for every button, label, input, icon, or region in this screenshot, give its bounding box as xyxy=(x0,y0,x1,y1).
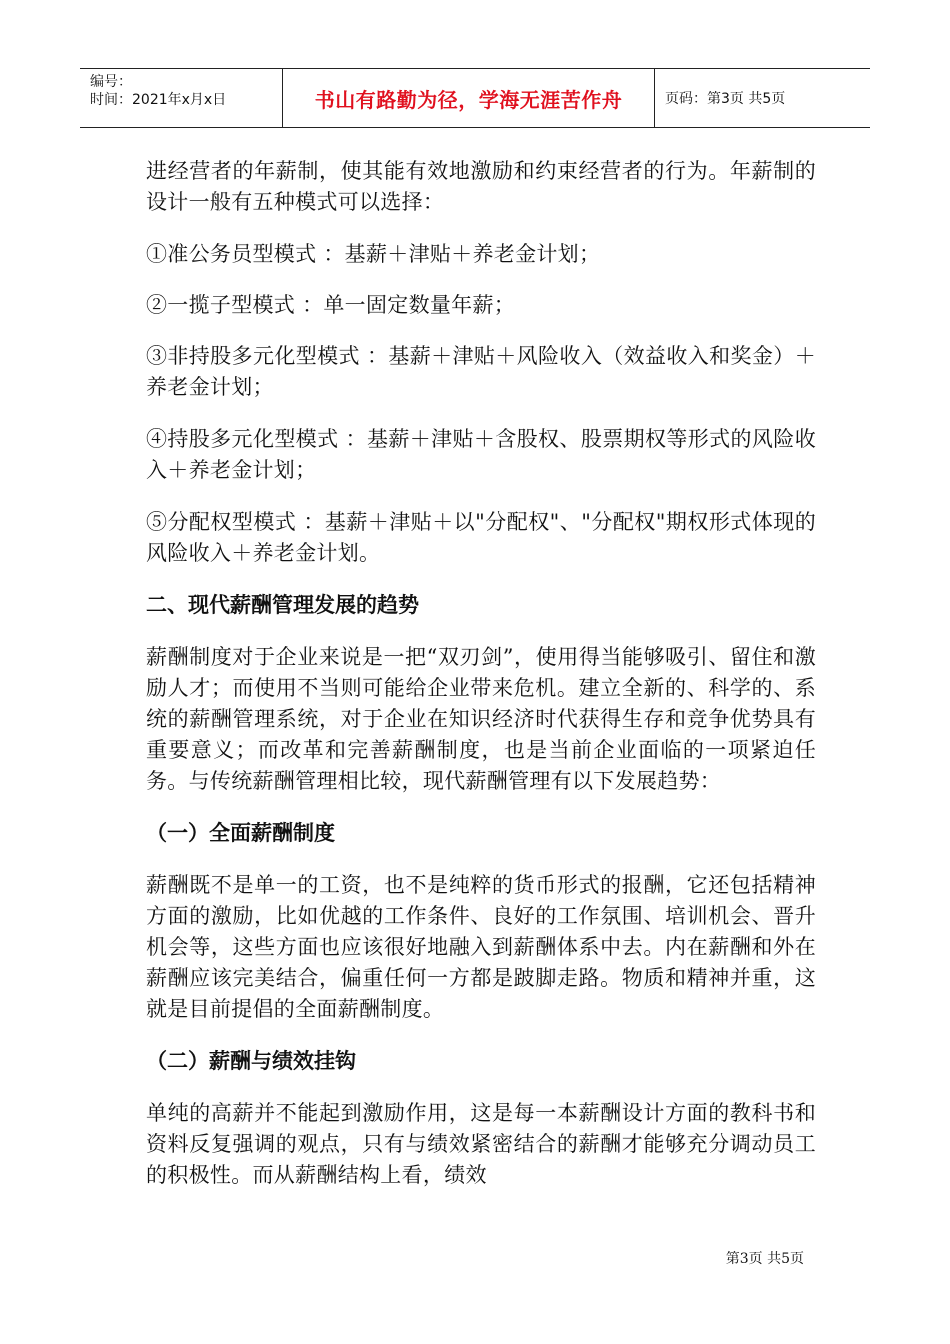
subsection-heading-1: （一）全面薪酬制度 xyxy=(146,821,335,845)
list-item-mode-4: ④持股多元化型模式 ：基薪＋津贴＋含股权、股票期权等形式的风险收入＋养老金计划； xyxy=(146,427,816,482)
paragraph-intro: 进经营者的年薪制，使其能有效地激励和约束经营者的行为。年薪制的设计一般有五种模式可以选择： xyxy=(146,159,816,214)
list-item-mode-3: ③非持股多元化型模式 ：基薪＋津贴＋风险收入（效益收入和奖金）＋养老金计划； xyxy=(146,344,816,399)
section-heading-2: 二、现代薪酬管理发展的趋势 xyxy=(146,593,419,617)
paragraph-pay-performance: 单纯的高薪并不能起到激励作用，这是每一本薪酬设计方面的教科书和资料反复强调的观点，只有与绩效紧密结合的薪酬才能够充分调动员工的积极性。而从薪酬结构上看，绩效 xyxy=(146,1101,816,1187)
footer-page-indicator: 第3页 共5页 xyxy=(725,1251,804,1267)
motto-text: 书山有路勤为径，学海无涯苦作舟 xyxy=(314,87,623,112)
list-item-mode-1: ①准公务员型模式 ：基薪＋津贴＋养老金计划； xyxy=(146,242,601,266)
list-item-mode-5: ⑤分配权型模式 ：基薪＋津贴＋以"分配权"、"分配权"期权形式体现的风险收入＋养老金计划。 xyxy=(146,510,816,565)
header-motto-cell xyxy=(283,69,655,127)
list-item-mode-2: ②一揽子型模式 ：单一固定数量年薪； xyxy=(146,293,516,317)
paragraph-trend-intro: 薪酬制度对于企业来说是一把“双刃剑”，使用得当能够吸引、留住和激励人才；而使用不当则可能给企业带来危机。建立全新的、科学的、系统的薪酬管理系统，对于企业在知识经济时代获得生存和竞争优势具有重要意义；而改革和完善薪酬制度，也是当前企业面临的一项紧迫任务。与传统薪酬管理相比较，现代薪酬管理有以下发展趋势： xyxy=(146,645,816,793)
header-page-cell xyxy=(655,69,870,127)
page-code: 页码：第3页 共5页 xyxy=(665,91,786,107)
paragraph-total-compensation: 薪酬既不是单一的工资，也不是纯粹的货币形式的报酬，它还包括精神方面的激励，比如优越的工作条件、良好的工作氛围、培训机会、晋升机会等，这些方面也应该很好地融入到薪酬体系中去。内在薪酬和外在薪酬应该完美结合，偏重任何一方都是跛脚走路。物质和精神并重，这就是目前提倡的全面薪酬制度。 xyxy=(146,873,816,1021)
subsection-heading-2: （二）薪酬与绩效挂钩 xyxy=(146,1049,356,1073)
header-meta-cell xyxy=(80,69,283,127)
document-body xyxy=(146,156,816,1212)
time-label: 时间：2021年x月x日 xyxy=(90,92,227,108)
number-label: 编号： xyxy=(90,74,132,90)
page-header xyxy=(80,68,870,128)
page-footer xyxy=(726,1248,804,1268)
